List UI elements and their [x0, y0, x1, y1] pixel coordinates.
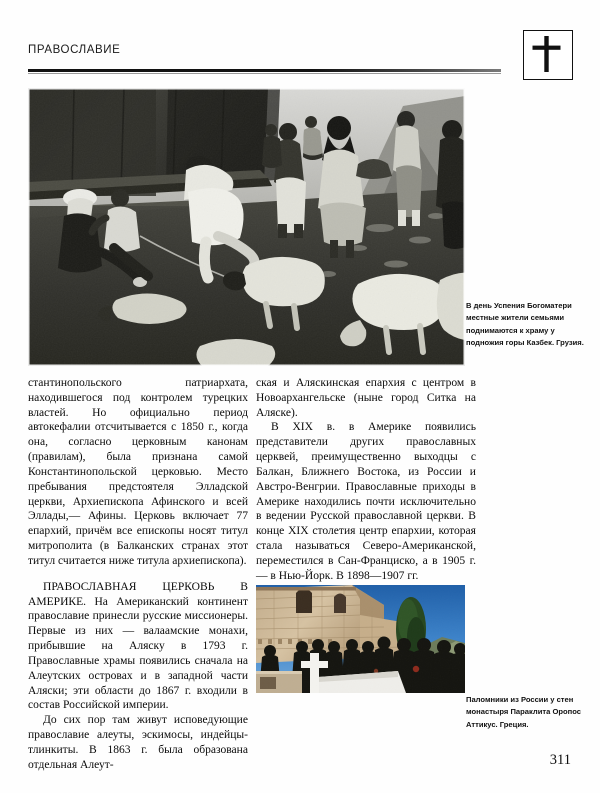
page-title: ПРАВОСЛАВИЕ — [28, 44, 121, 56]
text-column-left — [28, 376, 248, 773]
text-column-right — [256, 376, 476, 584]
header-rule — [28, 69, 501, 72]
photo-assumption-kazbek — [28, 88, 465, 366]
paragraph-right-2: В XIX в. в Америке появились представители других православных церквей, преимущественно выходцы с Балкан, Ближнего Востока, из России и Австро-Венгрии. Православные приходы в Америке находились почти исключительно в ведении Русской православной церкви. В конце XIX столетия центр епархии, которая стала называться Северо-Американской, переместился в Сан-Франциско, а в 1905 г. — в Нью-Йорк. В 1898—1907 гг. — [256, 421, 476, 582]
paragraph-left-3: До сих пор там живут исповедующие православие алеуты, эскимосы, индейцы-тлинкиты. В 1863 г. была образована отдельная Алеут- — [28, 714, 248, 771]
paragraph-right-1: ская и Аляскинская епархия с центром в Новоархангельске (ныне город Ситка на Аляске). — [256, 377, 476, 419]
photo-paraclete-monastery — [256, 585, 465, 693]
photo-caption-bottom: Паломники из России у стен монастыря Параклита Оропос Аттикус. Греция. — [466, 695, 581, 729]
cross-icon — [524, 31, 572, 76]
paragraph-left-1: стантинопольского патриархата, находившегося под контролем турецких властей. Но официально период автокефалии отсчитывается с 1850 г., когда она, согласно церковным канонам (правилам), была признана самой Константинопольской церковью. Место пребывания предстоятеля Элладской церкви, Архиепископа Афинского и всей Эллады,— Афины. Церковь включает 77 епархий, причём все епископы носят титул митрополита (в Балканских странах этот титул считается ниже титула архиепископа). — [28, 377, 248, 567]
header-rule-secondary — [28, 73, 501, 74]
photo-caption-top: В день Успения Богоматери местные жители семьями поднимаются к храму у подножия горы Казбек. Грузия. — [466, 301, 584, 347]
paragraph-left-2: ПРАВОСЛАВНАЯ ЦЕРКОВЬ В АМЕРИКЕ. На Американский континент православие принесли русские миссионеры. Первые из них — валаамские монахи, прибывшие на Аляску в 1793 г. Православные храмы появились сначала на Алеутских островах и в западной части Аляски; эти области до 1867 г. входили в состав Российской империи. — [28, 580, 248, 712]
page-number: 311 — [549, 752, 571, 768]
cross-icon-box — [523, 30, 573, 80]
